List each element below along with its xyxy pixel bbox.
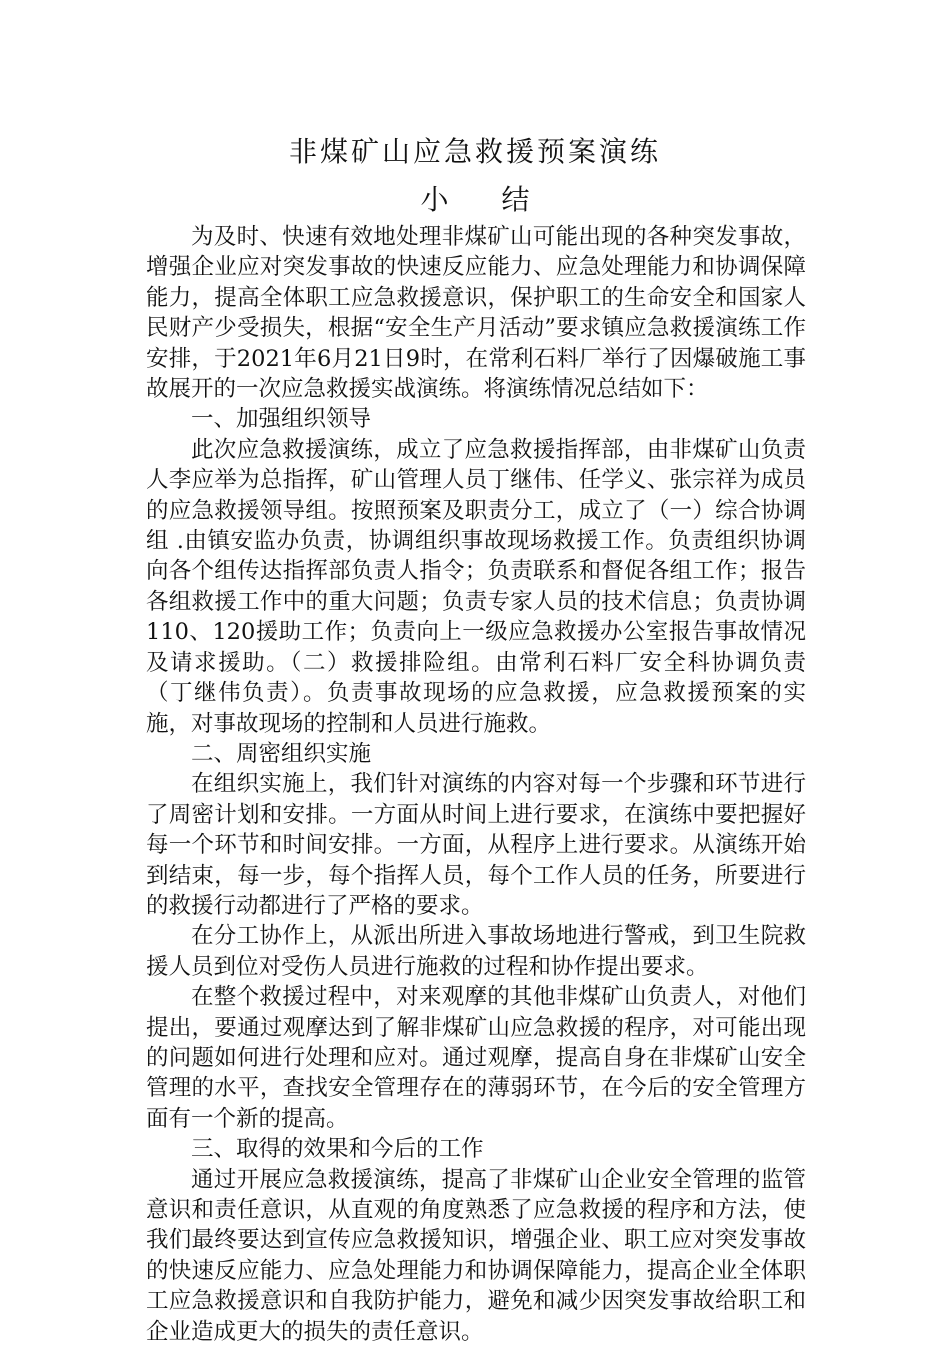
- document-subtitle: 小 结: [420, 183, 552, 216]
- section-heading-3: 三、取得的效果和今后的工作: [191, 1136, 484, 1163]
- section-2-paragraph-1: 在组织实施上，我们针对演练的内容对每一个步骤和环节进行了周密计划和安排。一方面从时间上进行要求，在演练中要把握好每一个环节和时间安排。一方面，从程序上进行要求。从演练开始到结束，每一步，每个指挥人员，每个工作人员的任务，所要进行的救援行动都进行了严格的要求。: [146, 771, 806, 919]
- section-2-paragraph-2: 在分工协作上，从派出所进入事故场地进行警戒，到卫生院救援人员到位对受伤人员进行施救的过程和协作提出要求。: [146, 923, 806, 980]
- section-1-paragraph: 此次应急救援演练，成立了应急救援指挥部，由非煤矿山负责人李应举为总指挥，矿山管理人员丁继伟、任学义、张宗祥为成员的应急救援领导组。按照预案及职责分工，成立了（一）综合协调组 .由镇安监办负责，协调组织事故现场救援工作。负责组织协调向各个组传达指挥部负责人指令；负责联系和督促各组工作；报告各组救援工作中的重大问题；负责专家人员的技术信息；负责协调110、120援助工作；负责向上一级应急救援办公室报告事故情况及请求援助。（二）救援排险组。由常利石料厂安全科协调负责（丁继伟负责）。负责事故现场的应急救援，应急救援预案的实施，对事故现场的控制和人员进行施救。: [146, 436, 806, 737]
- section-heading-1: 一、加强组织领导: [191, 406, 372, 433]
- intro-paragraph: 为及时、快速有效地处理非煤矿山可能出现的各种突发事故，增强企业应对突发事故的快速反应能力、应急处理能力和协调保障能力，提高全体职工应急救援意识，保护职工的生命安全和国家人民财产少受损失，根据“安全生产月活动”要求镇应急救援演练工作安排，于2021年6月21日9时，在常利石料厂举行了因爆破施工事故展开的一次应急救援实战演练。将演练情况总结如下：: [146, 224, 806, 403]
- section-2-paragraph-3: 在整个救援过程中，对来观摩的其他非煤矿山负责人，对他们提出，要通过观摩达到了解非煤矿山应急救援的程序，对可能出现的问题如何进行处理和应对。通过观摩，提高自身在非煤矿山安全管理的水平，查找安全管理存在的薄弱环节，在今后的安全管理方面有一个新的提高。: [146, 984, 806, 1132]
- document-title: 非煤矿山应急救援预案演练: [288, 135, 661, 168]
- section-3-paragraph: 通过开展应急救援演练，提高了非煤矿山企业安全管理的监管意识和责任意识，从直观的角度熟悉了应急救援的程序和方法，使我们最终要达到宣传应急救援知识，增强企业、职工应对突发事故的快速反应能力、应急处理能力和协调保障能力，提高企业全体职工应急救援意识和自我防护能力，避免和减少因突发事故给职工和企业造成更大的损失的责任意识。: [146, 1166, 806, 1345]
- section-heading-2: 二、周密组织实施: [191, 740, 372, 767]
- document-body: [146, 222, 806, 1347]
